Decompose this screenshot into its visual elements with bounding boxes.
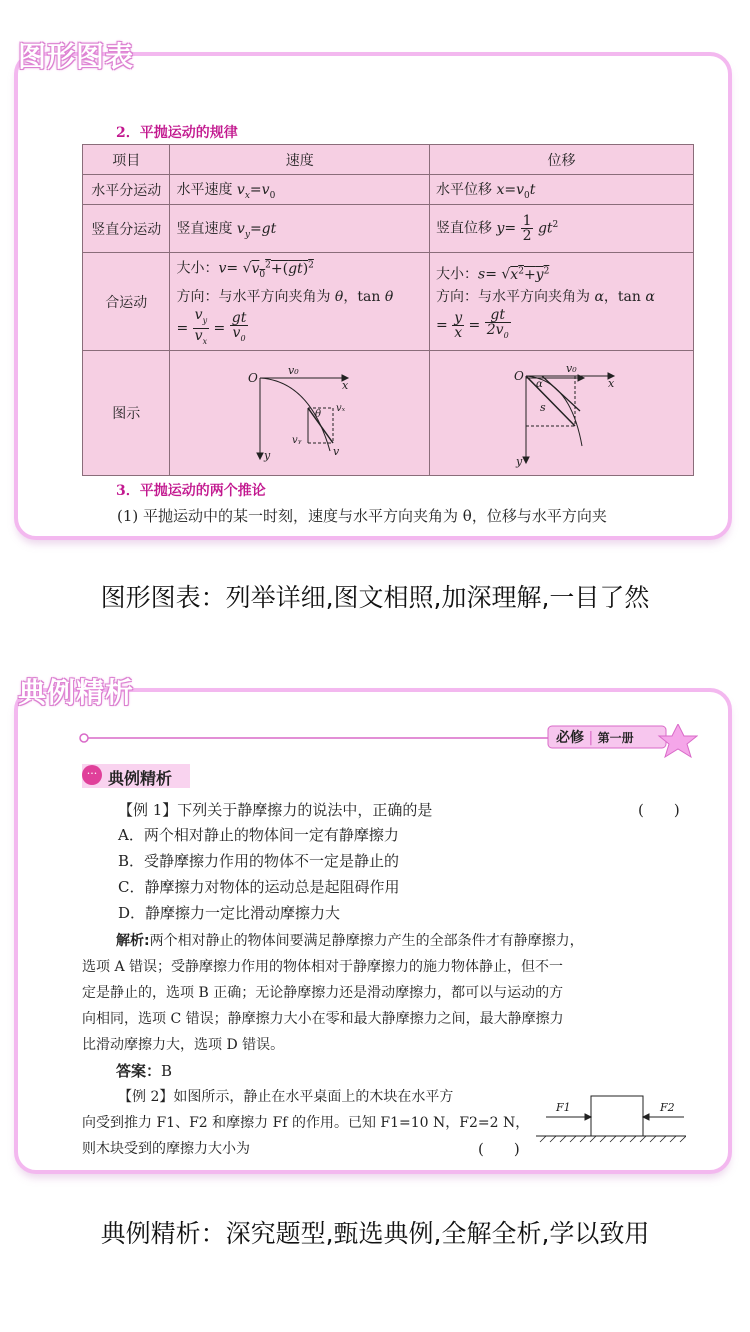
horizontal-displacement: 水平位移 $x=v_0t$ xyxy=(430,175,694,205)
svg-text:vᵧ: vᵧ xyxy=(292,435,302,446)
figure-panel-tag: 图形图表 xyxy=(18,40,135,73)
svg-text:vₓ: vₓ xyxy=(336,403,346,414)
ex1-analysis xyxy=(82,928,688,1058)
ex1-option-c: C．静摩擦力对物体的运动总是起阻碍作用 xyxy=(118,878,400,896)
header-displacement: 位移 xyxy=(430,145,694,175)
answer-value: B xyxy=(161,1062,173,1080)
svg-text:v₀: v₀ xyxy=(288,364,300,377)
chat-bubble-icon: ··· xyxy=(82,765,102,785)
svg-text:x: x xyxy=(608,377,615,390)
example-heading: 典例精析 xyxy=(108,769,173,788)
example-panel-tag: 典例精析 xyxy=(18,676,135,709)
svg-text:y: y xyxy=(516,455,523,468)
analysis-line-3: 定是静止的，选项 B 正确；无论静摩擦力还是滑动摩擦力，都可以与运动的方 xyxy=(82,985,564,1001)
ex1-option-b: B．受静摩擦力作用的物体不一定是静止的 xyxy=(118,852,400,870)
caption-figure: 图形图表：列举详细,图文相照,加深理解,一目了然 xyxy=(100,583,650,612)
analysis-line-2: 选项 A 错误；受静摩擦力作用的物体相对于静摩擦力的施力物体静止，但不一 xyxy=(82,959,564,975)
answer-label: 答案： xyxy=(116,1062,162,1080)
ex1-option-a: A．两个相对静止的物体间一定有静摩擦力 xyxy=(118,826,399,844)
svg-text:s: s xyxy=(540,401,546,414)
ex2-line-3: 则木块受到的摩擦力大小为 xyxy=(82,1141,250,1157)
ex2-bracket: ( ) xyxy=(478,1140,520,1158)
horizontal-speed: 水平速度 $v_x=v_0$ xyxy=(170,175,430,205)
force-diagram xyxy=(536,1090,686,1148)
f1-label: F1 xyxy=(556,1101,571,1114)
analysis-label: 解析: xyxy=(116,933,150,949)
displacement-diagram-cell xyxy=(430,351,694,476)
velocity-diagram xyxy=(170,351,417,471)
svg-text:O: O xyxy=(248,371,259,385)
svg-text:y: y xyxy=(264,449,271,462)
analysis-line-4: 向相同，选项 C 错误；静摩擦力大小在零和最大静摩擦力之间，最大静摩擦力 xyxy=(82,1011,564,1027)
banner-volume: 第一册 xyxy=(597,731,634,745)
caption-example: 典例精析：深究题型,甄选典例,全解全析,学以致用 xyxy=(100,1219,650,1248)
svg-text:α: α xyxy=(536,379,543,390)
row-combined-label: 合运动 xyxy=(83,253,170,351)
ex2-line-1: 【例 2】如图所示，静止在水平桌面上的木块在水平方 xyxy=(118,1089,454,1105)
section3-title: 3．平抛运动的两个推论 xyxy=(116,483,266,499)
ex2-line-2: 向受到推力 F1、F2 和摩擦力 Ff 的作用。已知 F1=10 N，F2=2 N， xyxy=(82,1115,530,1131)
svg-text:θ: θ xyxy=(315,409,322,420)
svg-text:O: O xyxy=(514,369,524,383)
vertical-displacement: 竖直位移 y= $\frac{1}{2}$ $gt^2$ xyxy=(430,205,694,253)
row-diagram-label: 图示 xyxy=(83,351,170,476)
header-speed: 速度 xyxy=(170,145,430,175)
ex1-stem: 【例 1】下列关于静摩擦力的说法中，正确的是 xyxy=(118,801,433,819)
ex1-option-d: D．静摩擦力一定比滑动摩擦力大 xyxy=(118,904,341,922)
analysis-line-5: 比滑动摩擦力大，选项 D 错误。 xyxy=(82,1037,285,1053)
analysis-line-1: 两个相对静止的物体间要满足静摩擦力产生的全部条件才有静摩擦力， xyxy=(149,933,584,949)
row-horizontal-label: 水平分运动 xyxy=(83,175,170,205)
svg-text:v₀: v₀ xyxy=(566,362,577,375)
svg-text:x: x xyxy=(342,379,349,392)
section3-text: (1) 平抛运动中的某一时刻，速度与水平方向夹角为 θ，位移与水平方向夹 xyxy=(117,507,607,525)
combined-displacement: 大小：$s= √x^2+y^2$ 方向：与水平方向夹角为 α，tan α = $\frac{y}{x}$ = $\frac{gt}{2v_0}$ xyxy=(430,253,694,351)
speed-diagram-cell xyxy=(170,351,430,476)
displacement-diagram xyxy=(430,351,693,471)
svg-text:v: v xyxy=(333,445,340,458)
row-vertical-label: 竖直分运动 xyxy=(83,205,170,253)
banner-sep: | xyxy=(588,730,594,746)
combined-speed: 大小：$v= √v_0^2+(gt)^2$ 方向：与水平方向夹角为 θ，tan θ = $\frac{v_y}{v_x}$ = $\frac{gt}{v_0}$ xyxy=(170,253,430,351)
vertical-speed: 竖直速度 $v_y=gt$ xyxy=(170,205,430,253)
ex1-answer xyxy=(116,1058,172,1084)
projectile-law-table xyxy=(82,144,694,476)
banner-bold: 必修 xyxy=(556,730,584,746)
header-item: 项目 xyxy=(83,145,170,175)
section2-title: 2．平抛运动的规律 xyxy=(116,125,238,141)
f2-label: F2 xyxy=(660,1101,675,1114)
ex1-bracket: ( ) xyxy=(638,801,680,819)
banner-book-label xyxy=(556,727,634,747)
